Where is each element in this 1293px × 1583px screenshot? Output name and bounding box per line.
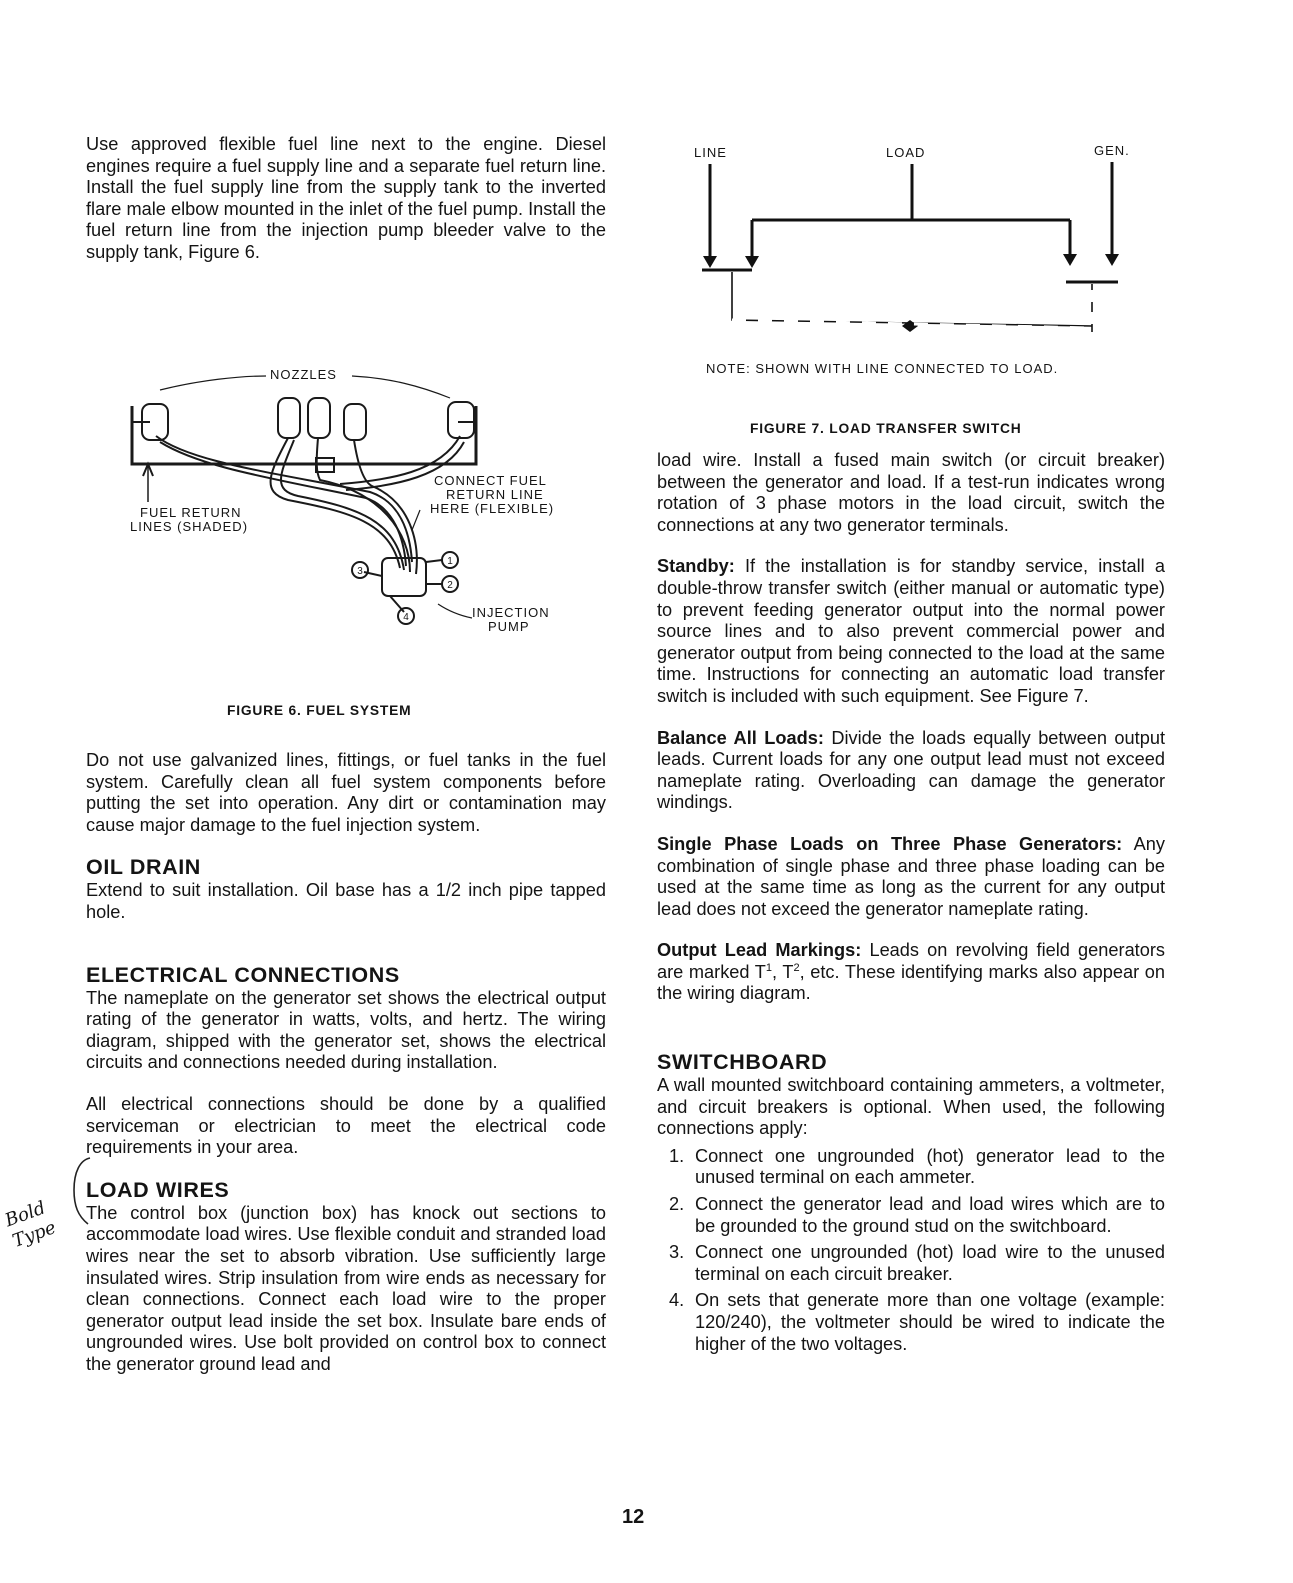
- single-phase-label: Single Phase Loads on Three Phase Generators:: [657, 833, 1123, 854]
- output-lead-paragraph: [657, 940, 1165, 1005]
- label-load: LOAD: [886, 145, 926, 160]
- fuel-line-paragraph: Use approved flexible fuel line next to the engine. Diesel engines require a fuel supply line and a separate fuel return line. Install the fuel supply line from the supply tank to the inverted flare male elbow mounted in the inlet of the fuel pump. Install the fuel return line from the injection pump bleeder valve to the supply tank, Figure 6.: [86, 134, 606, 262]
- label-injection-2: PUMP: [488, 619, 530, 634]
- handwritten-note: [4, 1150, 94, 1270]
- step-text: Connect one ungrounded (hot) load wire to the unused terminal on each circuit breaker.: [695, 1242, 1165, 1284]
- superscript-1: 1: [765, 961, 773, 974]
- step-text: Connect the generator lead and load wires which are to be grounded to the ground stud on the switchboard.: [695, 1194, 1165, 1236]
- label-fuel-return-2: LINES (SHADED): [130, 519, 249, 534]
- step-text: Connect one ungrounded (hot) generator lead to the unused terminal on each ammeter.: [695, 1145, 1165, 1188]
- label-connect-3: HERE (FLEXIBLE): [430, 501, 555, 516]
- list-item: [657, 1242, 1165, 1285]
- output-lead-text-1: Leads on revolving field generators are marked T: [657, 940, 1165, 982]
- balance-label: Balance All Loads:: [657, 727, 824, 748]
- oil-drain-paragraph: Extend to suit installation. Oil base has a 1/2 inch pipe tapped hole.: [86, 880, 606, 922]
- figure-7-note: NOTE: SHOWN WITH LINE CONNECTED TO LOAD.: [706, 361, 1059, 376]
- page-number: 12: [622, 1506, 645, 1528]
- standby-label: Standby:: [657, 556, 735, 577]
- electrical-connections-heading: ELECTRICAL CONNECTIONS: [86, 962, 400, 987]
- step-number: 4.: [669, 1290, 685, 1311]
- output-lead-text-3: , etc. These identifying marks also appear on the wiring diagram.: [657, 961, 1166, 1004]
- callout-3: 3: [357, 566, 363, 577]
- balance-text: Divide the loads equally between output leads. Current loads for any one output lead must not exceed nameplate rating. Overloading can damage the generator windings.: [657, 727, 1165, 813]
- single-phase-paragraph: [657, 834, 1165, 920]
- switchboard-steps: [657, 1146, 1165, 1355]
- switchboard-paragraph: A wall mounted switchboard containing ammeters, a voltmeter, and circuit breakers is optional. When used, the following connections apply:: [657, 1075, 1165, 1139]
- figure-7-caption: FIGURE 7. LOAD TRANSFER SWITCH: [750, 421, 1022, 436]
- standby-paragraph: [657, 556, 1165, 707]
- step-number: 3.: [669, 1242, 685, 1263]
- label-nozzles: NOZZLES: [270, 367, 337, 382]
- figure-6-fuel-system: [120, 362, 590, 662]
- left-column-lower: [86, 750, 606, 1375]
- label-fuel-return-1: FUEL RETURN: [140, 505, 242, 520]
- control-box-paragraph: The control box (junction box) has knock out sections to accommodate load wires. Use flexible conduit and stranded load wires near the set to absorb vibration. Use sufficiently large insulated wires. Strip insulation from wire ends as necessary for clean connections. Connect each load wire to the proper generator output lead inside the set box. Insulate bare ends of ungrounded wires. Use bolt provided on control box to connect the generator ground lead and: [86, 1202, 606, 1374]
- switchboard-heading: SWITCHBOARD: [657, 1050, 828, 1075]
- callout-2: 2: [447, 580, 453, 591]
- figure-7-load-transfer-switch: [690, 140, 1150, 350]
- callout-4: 4: [403, 612, 409, 623]
- handwriting-text: Bold Type: [2, 1197, 59, 1252]
- list-item: [657, 1290, 1165, 1355]
- galvanized-paragraph: Do not use galvanized lines, fittings, or fuel tanks in the fuel system. Carefully clean all fuel system components before putting the set into operation. Any dirt or contamination may cause major damage to the fuel injection system.: [86, 750, 606, 835]
- single-phase-text: Any combination of single phase and three phase loading can be used at the same time as long as the current for any output lead does not exceed the generator nameplate rating.: [657, 833, 1165, 919]
- step-number: 1.: [669, 1145, 685, 1166]
- label-injection-1: INJECTION: [472, 605, 550, 620]
- right-column: [657, 450, 1165, 1360]
- standby-text: If the installation is for standby service, install a double-throw transfer switch (either manual or automatic type) to prevent feeding generator output into the normal power source lines and to also prevent commercial power and generator output from being connected to the load at the same time. Instructions for connecting an automatic load transfer switch is included with such equipment. See Figure 7.: [657, 556, 1165, 706]
- all-electrical-paragraph: All electrical connections should be done by a qualified serviceman or electrician to meet the electrical code requirements in your area.: [86, 1093, 606, 1158]
- list-item: [657, 1146, 1165, 1189]
- oil-drain-heading: OIL DRAIN: [86, 855, 201, 880]
- label-line: LINE: [694, 145, 727, 160]
- balance-paragraph: [657, 728, 1165, 814]
- list-item: [657, 1194, 1165, 1237]
- load-wires-heading: LOAD WIRES: [86, 1177, 230, 1202]
- step-number: 2.: [669, 1194, 685, 1215]
- output-lead-text-2: , T: [772, 961, 794, 982]
- transfer-switch-diagram: [690, 140, 1150, 350]
- load-wire-paragraph: load wire. Install a fused main switch (or circuit breaker) between the generator and load. If a test-run indicates wrong rotation of 3 phase motors in the load circuit, switch the connections at any two generator terminals.: [657, 450, 1165, 535]
- superscript-2: 2: [793, 961, 800, 974]
- label-gen: GEN.: [1094, 143, 1130, 158]
- label-connect-1: CONNECT FUEL: [434, 473, 547, 488]
- nameplate-paragraph: The nameplate on the generator set shows the electrical output rating of the generator in watts, volts, and hertz. The wiring diagram, shipped with the generator set, shows the electrical circuits and connections needed during installation.: [86, 987, 606, 1073]
- figure-6-caption: FIGURE 6. FUEL SYSTEM: [227, 703, 412, 718]
- callout-1: 1: [447, 556, 453, 567]
- label-connect-2: RETURN LINE: [446, 487, 544, 502]
- output-lead-label: Output Lead Markings:: [657, 940, 862, 961]
- step-text: On sets that generate more than one voltage (example: 120/240), the voltmeter should be wired to indicate the higher of the two voltages.: [695, 1290, 1165, 1354]
- left-column: [86, 134, 606, 264]
